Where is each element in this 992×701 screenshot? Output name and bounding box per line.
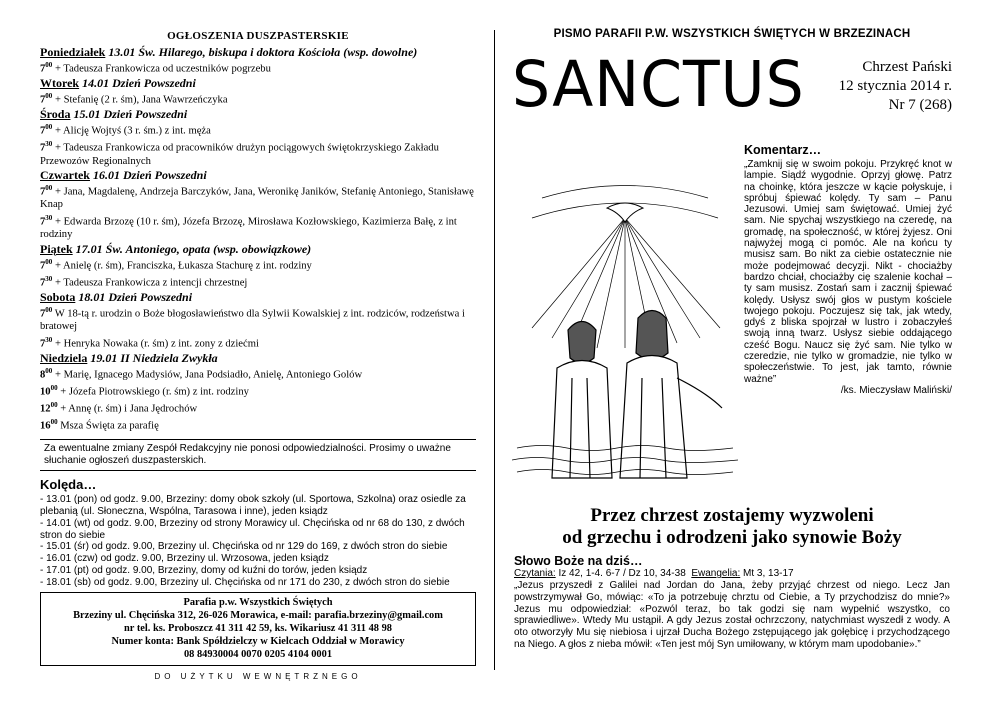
intention-text: W 18-tą r. urodzin o Boże błogosławieństwo dla Sylwii Kowalskiej z int. rodziców, rodzeństwa i bratowej (40, 308, 465, 332)
day-name: Wtorek (40, 76, 80, 91)
parish-info-line: Brzeziny ul. Chęcińska 312, 26-026 Morawica, e-mail: parafia.brzeziny@gmail.com (73, 609, 443, 621)
mass-intention (40, 212, 476, 242)
intention-text: + Tadeusza Frankowicza od pracowników drużyn pociągowych świętokrzyskiego Zakładu Przewozów Regionalnych (40, 142, 439, 167)
mass-minute: 00 (45, 366, 53, 375)
parish-info-line: Parafia p.w. Wszystkich Świętych (183, 596, 333, 608)
mass-intention (40, 334, 476, 351)
day-name: Środa (40, 107, 71, 122)
commentary (744, 143, 952, 396)
day-name: Piątek (40, 241, 73, 256)
announcements-title: OGŁOSZENIA DUSZPASTERSKIE (167, 30, 349, 42)
right-column (512, 28, 952, 650)
headline (512, 505, 952, 549)
mass-hour: 7 (40, 94, 46, 106)
announcement-day (40, 45, 476, 76)
mass-intention (40, 399, 476, 416)
day-description: 15.01 Dzień Powszedni (73, 107, 188, 122)
mass-intention (40, 256, 476, 273)
mass-hour: 7 (40, 277, 46, 289)
mass-intention (40, 138, 476, 168)
day-heading (40, 290, 476, 304)
day-name: Niedziela (40, 350, 88, 365)
disclaimer: Za ewentualne zmiany Zespół Redakcyjny nie ponosi odpowiedzialności. Prosimy o uważne słuchanie ogłoszeń duszpasterskich. (40, 439, 476, 471)
mass-intention (40, 182, 476, 212)
commentary-title: Komentarz… (744, 143, 822, 157)
mass-hour: 8 (40, 369, 46, 381)
mass-minute: 30 (45, 274, 53, 283)
intention-text: + Edwarda Brzozę (10 r. śm), Józefa Brzozę, Mirosława Kozłowskiego, Kazimierza Bałę, z int rodziny (40, 216, 457, 240)
koleda-item: - 15.01 (śr) od godz. 9.00, Brzeziny ul. Chęcińska od nr 129 do 169, z dwóch stron do siebie (40, 541, 448, 553)
mass-hour: 7 (40, 260, 46, 272)
issue-number: Nr 7 (268) (888, 97, 952, 113)
mass-intention (40, 90, 476, 107)
mass-hour: 7 (40, 125, 46, 137)
mass-minute: 00 (45, 184, 53, 193)
intention-text: + Tadeusza Frankowicza z intencji chrzestnej (52, 277, 248, 289)
readings-refs (514, 568, 950, 580)
mass-hour: 12 (40, 403, 51, 415)
day-description: 19.01 II Niedziela Zwykła (90, 350, 218, 365)
koleda-list (40, 494, 476, 588)
intention-text: + Annę (r. śm) i Jana Jędrochów (57, 403, 198, 415)
mass-hour: 7 (40, 63, 46, 75)
mass-minute: 00 (45, 305, 53, 314)
commentary-author: /ks. Mieczysław Maliński/ (840, 384, 952, 396)
day-description: 18.01 Dzień Powszedni (78, 289, 193, 304)
mass-intention (40, 273, 476, 290)
mass-minute: 00 (45, 61, 53, 69)
mass-intention (40, 416, 476, 433)
day-heading (40, 351, 476, 365)
gospel-label: Ewangelia: (691, 568, 741, 579)
baptism-illustration (512, 178, 738, 488)
announcement-day (40, 290, 476, 351)
day-description: 17.01 Św. Antoniego, opata (wsp. obowiązkowe) (75, 241, 312, 256)
intention-text: + Anielę (r. śm), Franciszka, Łukasza Stachurę z int. rodziny (52, 260, 312, 272)
announcement-day (40, 76, 476, 107)
day-description: 16.01 Dzień Powszedni (92, 168, 207, 183)
intention-text: + Alicję Wojtyś (3 r. śm.) z int. męża (52, 125, 211, 137)
mass-hour: 16 (40, 420, 51, 432)
mass-minute: 30 (45, 213, 53, 222)
issue-info (839, 58, 952, 115)
day-heading (40, 168, 476, 182)
gospel-ref-value: Mt 3, 13-17 (743, 568, 794, 579)
readings-value: Iz 42, 1-4. 6-7 / Dz 10, 34-38 (558, 568, 686, 579)
intention-text: + Stefanię (2 r. śm), Jana Wawrzeńczyka (52, 94, 228, 106)
mass-hour: 7 (40, 338, 46, 350)
day-heading (40, 76, 476, 90)
koleda-item: - 14.01 (wt) od godz. 9.00, Brzeziny od strony Morawicy ul. Chęcińska od nr 68 do 130, z dwóch stron do siebie (40, 517, 465, 541)
intention-text: + Henryka Nowaka (r. śm) z int. zony z dziećmi (52, 338, 259, 350)
mass-intention (40, 121, 476, 138)
intention-text: + Tadeusza Frankowicza od uczestników pogrzebu (52, 63, 271, 75)
day-heading (40, 107, 476, 121)
mass-minute: 00 (50, 418, 58, 426)
left-column (40, 28, 476, 681)
intention-text: + Józefa Piotrowskiego (r. śm) z int. rodziny (57, 386, 249, 398)
mass-hour: 10 (40, 386, 51, 398)
mass-intention (40, 382, 476, 399)
word-of-god-title: Słowo Boże na dziś… (514, 554, 643, 568)
issue-feast: Chrzest Pański (862, 59, 952, 75)
mass-hour: 7 (40, 216, 46, 228)
mass-minute: 00 (45, 92, 53, 101)
mass-intention (40, 365, 476, 382)
commentary-text: „Zamknij się w swoim pokoju. Przykręć knot w lampie. Siądź wygodnie. Oprzyj głowę. Patrz na choinkę, która jeszcze w kącie połyskuje, i spróbuj śpiewać kolędy. Ty sam – Panu Jezusowi. Umiej sam świętować. Umiej żyć sam. Nie spychaj wszystkiego na czeredę, na gromadę, na społeczność, w której żyjesz. Oni najwyżej mogą ci pomóc. Ale na końcu ty musisz sam. Bo nikt za ciebie ostatecznie nie może podejmować decyzji. Nikt - chociażby bardzo chciał, chociażby cię szalenie kochał – ty sam musisz. Zostań sam i zacznij śpiewać kolędy. Usłysz swój głos w pustym kościele twojego pokoju. Poczujesz się tak, jak wtedy, gdyś z bliska spojrzał w lustro i zobaczyłeś swoją inną twarz. Usłysz siebie oddającego cześć Bogu. Naucz się żyć sam. Nie tylko w czeredzie, nie tylko w gromadzie, nie tylko w społeczeństwie. To jest, jak tamto, równie ważne” (744, 159, 952, 385)
mass-minute: 00 (50, 383, 58, 392)
day-description: 14.01 Dzień Powszedni (82, 76, 196, 91)
mass-minute: 30 (45, 140, 53, 149)
mass-minute: 00 (45, 123, 53, 132)
word-of-god-section (514, 554, 950, 651)
announcement-day (40, 242, 476, 290)
issue-date: 12 stycznia 2014 r. (838, 78, 952, 94)
parish-info-line: 08 84930004 0070 0205 4104 0001 (183, 648, 333, 660)
mass-minute: 30 (45, 335, 53, 344)
koleda-title: Kolęda… (40, 477, 97, 493)
day-heading (40, 242, 476, 256)
day-name: Poniedziałek (40, 45, 106, 59)
announcement-day (40, 168, 476, 241)
koleda-item: - 17.01 (pt) od godz. 9.00, Brzeziny, domy od kuźni do torów, jeden ksiądz (40, 564, 368, 576)
day-description: 13.01 Św. Hilarego, biskupa i doktora Kościoła (wsp. dowolne) (108, 45, 418, 59)
headline-line-1: Przez chrzest zostajemy wyzwoleni (590, 505, 874, 526)
day-heading (40, 45, 476, 59)
mass-hour: 7 (40, 308, 46, 320)
mass-intention (40, 304, 476, 334)
intention-text: + Marię, Ignacego Madysiów, Jana Podsiadło, Anielę, Antoniego Golów (52, 369, 363, 381)
mass-minute: 00 (45, 257, 53, 266)
intention-text: Msza Święta za parafię (57, 420, 159, 432)
mass-hour: 7 (40, 142, 46, 154)
internal-use-footer: DO UŻYTKU WEWNĘTRZNEGO (154, 671, 362, 681)
readings-label: Czytania: (514, 568, 556, 579)
gospel-text: „Jezus przyszedł z Galilei nad Jordan do Jana, żeby przyjąć chrzest od niego. Lecz Jan powstrzymywał Go, mówiąc: «To ja potrzebuję chrztu od Ciebie, a Ty przychodzisz do mnie?» Jezus mu odpowiedział: «Pozwól teraz, bo tak godzi się nam wypełnić wszystko, co sprawiedliwe». Wtedy Mu ustąpił. A gdy Jezus został ochrzczony, natychmiast wyszedł z wody. A oto otworzyły Mu się niebiosa i ujrzał Ducha Bożego zstępującego jak gołębicę i przychodzącego na Niego. A głos z nieba mówił: «Ten jest mój Syn umiłowany, w którym mam upodobanie».” (514, 580, 950, 650)
announcement-day (40, 351, 476, 434)
page-divider (494, 30, 495, 670)
parish-info-line: nr tel. ks. Proboszcz 41 311 42 59, ks. Wikariusz 41 311 48 98 (124, 622, 392, 634)
mass-hour: 7 (40, 186, 46, 198)
intention-text: + Jana, Magdalenę, Andrzeja Barczyków, Jana, Weronikę Janików, Stefanię Antoniego, Stanisławę Knap (40, 186, 474, 211)
headline-line-2: od grzechu i odrodzeni jako synowie Boży (562, 527, 902, 548)
announcement-day (40, 107, 476, 168)
koleda-item: - 16.01 (czw) od godz. 9.00, Brzeziny ul. Wrzosowa, jeden ksiądz (40, 553, 329, 565)
koleda-item: - 18.01 (sb) od godz. 9.00, Brzeziny ul. Chęcińska od nr 171 do 230, z dwóch stron do siebie (40, 576, 450, 588)
koleda-item: - 13.01 (pon) od godz. 9.00, Brzeziny: domy obok szkoły (ul. Sportowa, Szkolna) oraz osiedle za plebanią (ul. Słoneczna, Wspólna, Tarasowa i inne), jeden ksiądz (40, 494, 466, 517)
day-name: Czwartek (40, 168, 90, 183)
parish-info-box (40, 592, 476, 666)
newsletter-header: PISMO PARAFII P.W. WSZYSTKICH ŚWIĘTYCH W BRZEZINACH (553, 28, 911, 40)
announcements-list (40, 45, 476, 433)
mass-minute: 00 (50, 400, 58, 409)
day-name: Sobota (40, 289, 76, 304)
sanctus-logo: SANCTUS (512, 48, 805, 122)
mass-intention (40, 59, 476, 76)
parish-info-line: Numer konta: Bank Spółdzielczy w Kielcach Oddział w Morawicy (111, 635, 405, 647)
